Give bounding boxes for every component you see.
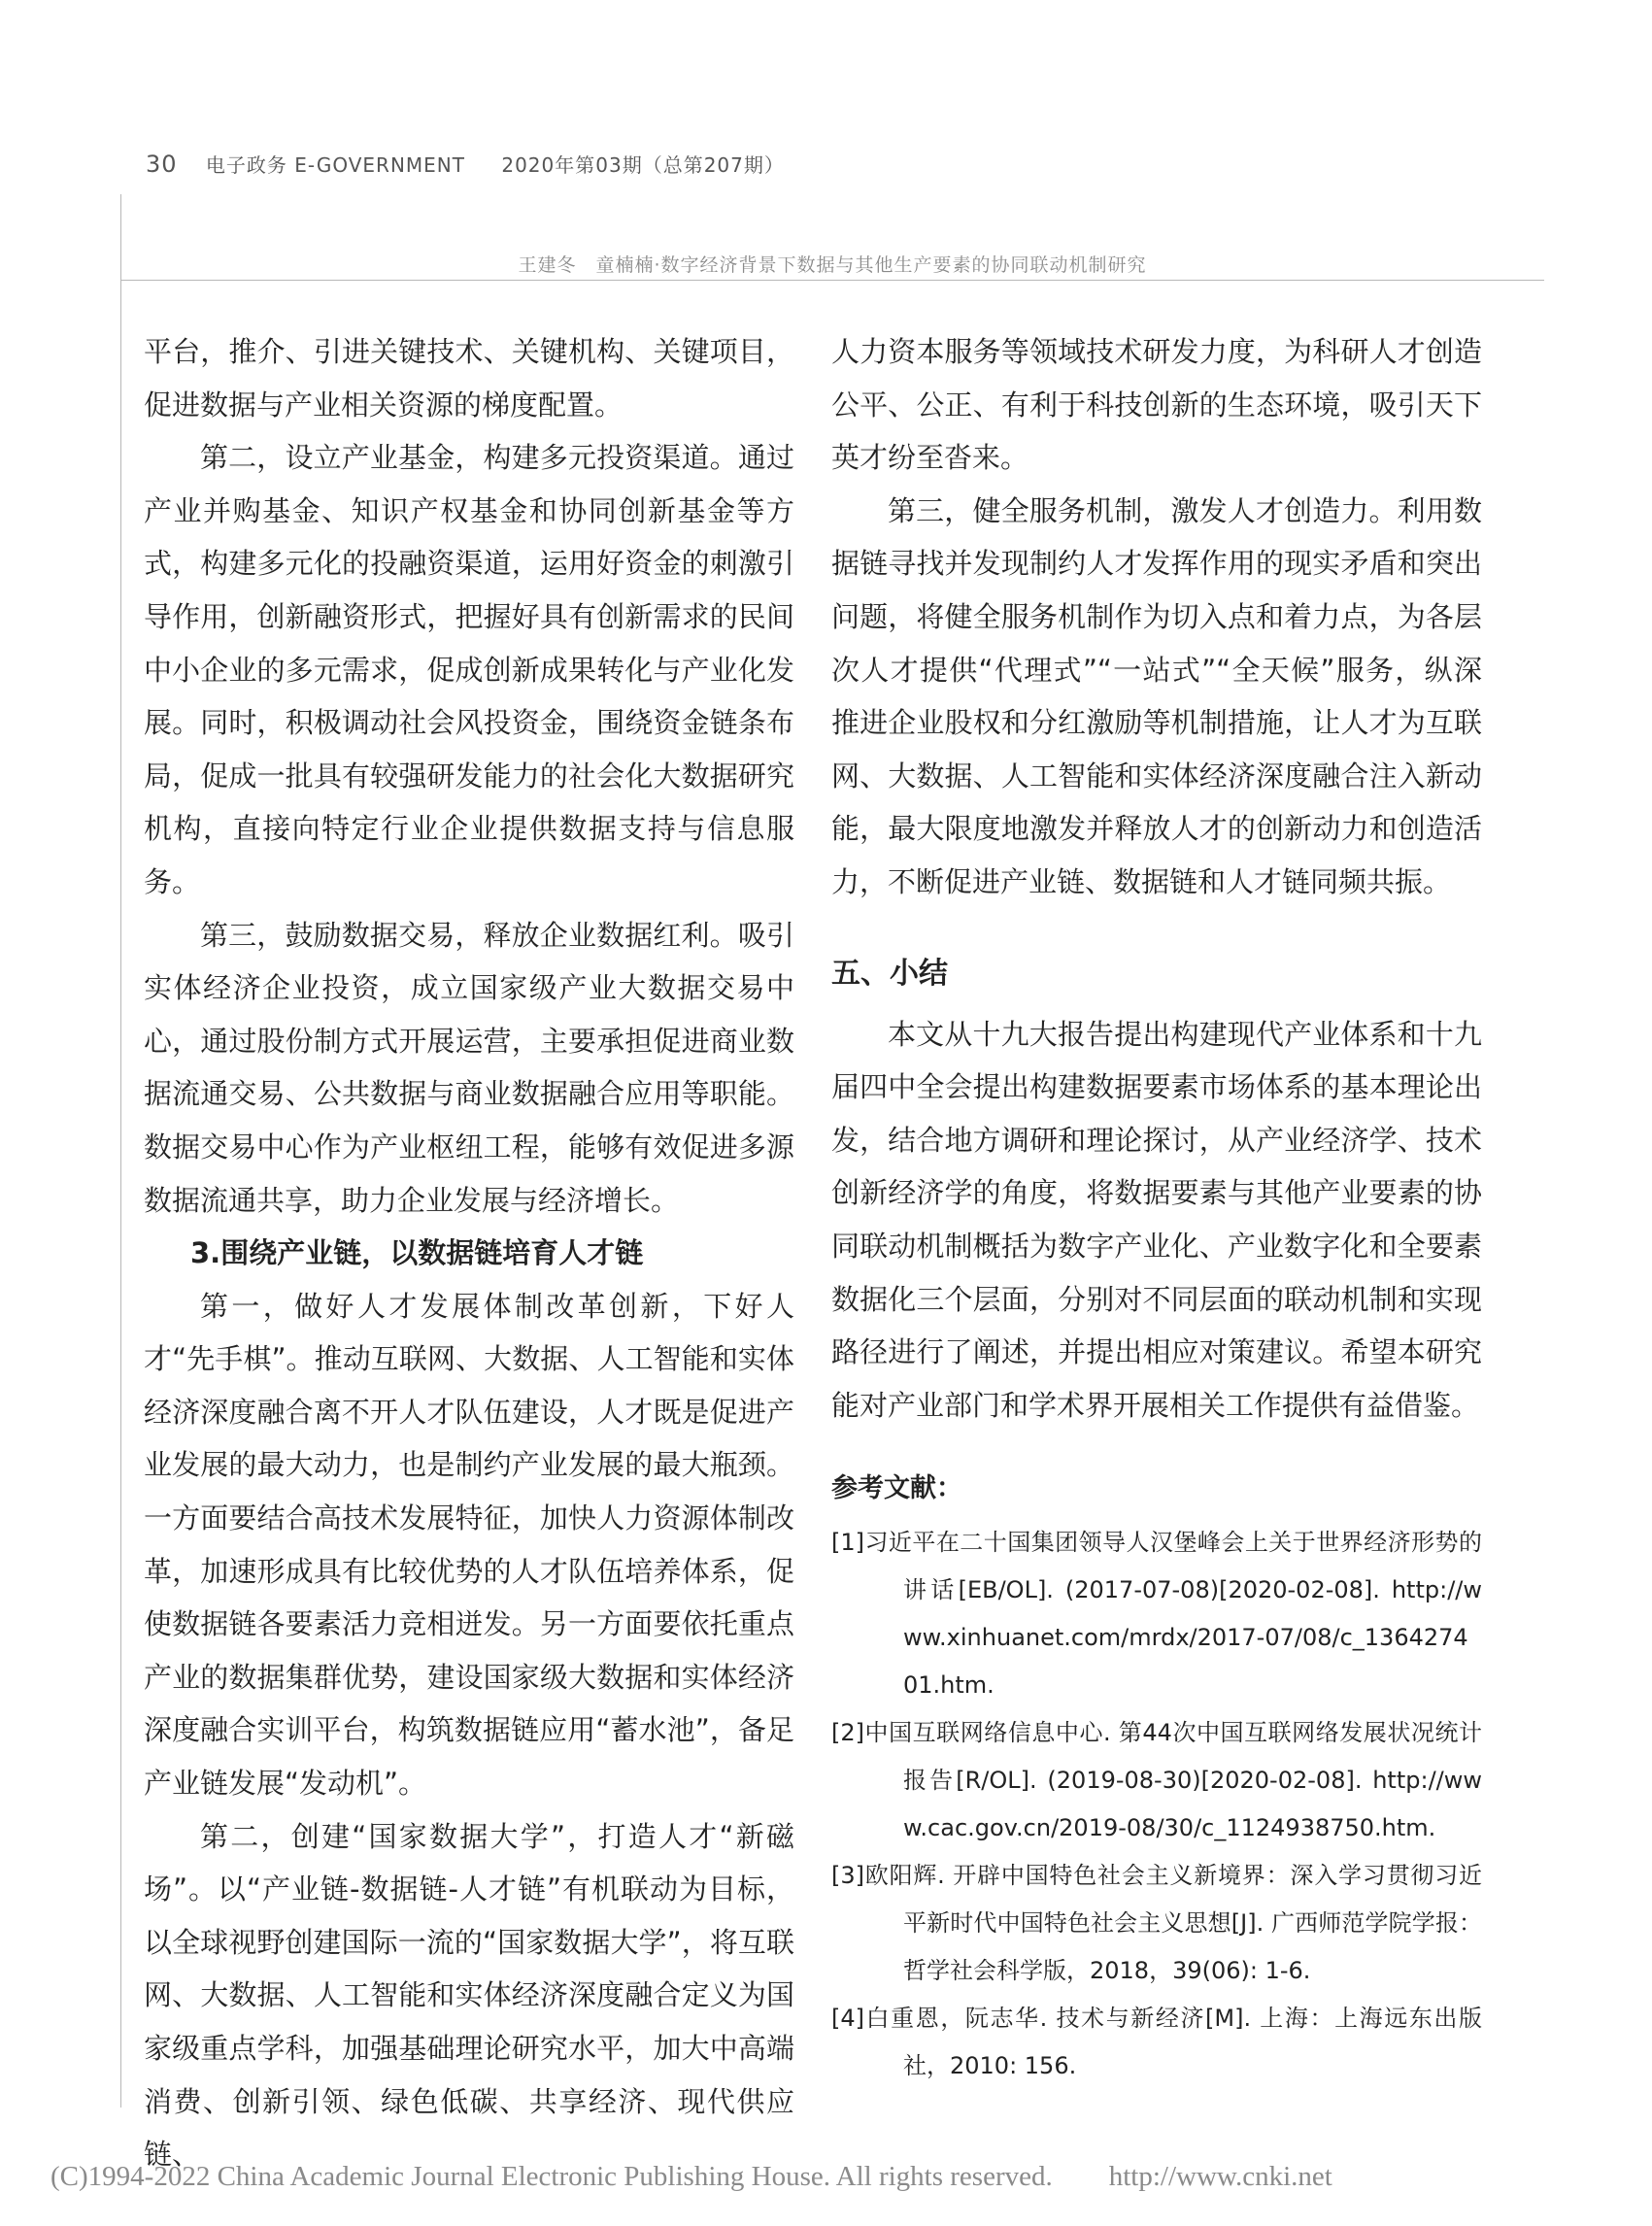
- paragraph: 第三，鼓励数据交易，释放企业数据红利。吸引实体经济企业投资，成立国家级产业大数据交易中心，通过股份制方式开展运营，主要承担促进商业数据流通交易、公共数据与商业数据融合应用等职能。数据交易中心作为产业枢纽工程，能够有效促进多源数据流通共享，助力企业发展与经济增长。: [144, 918, 794, 1217]
- copyright-footer: (C)1994-2022 China Academic Journal Electronic Publishing House. All rights reserved. http://www.cnki.net: [51, 2161, 1332, 2192]
- paragraph: 平台，推介、引进关键技术、关键机构、关键项目，促进数据与产业相关资源的梯度配置。: [144, 335, 794, 422]
- reference-item: [4]白重恩，阮志华. 技术与新经济[M]. 上海：上海远东出版社，2010: 156.: [831, 2005, 1482, 2080]
- subsection-heading: 3.围绕产业链，以数据链培育人才链: [190, 1236, 644, 1270]
- reference-list: [831, 1519, 1482, 2090]
- reference-item: [2]中国互联网络信息中心. 第44次中国互联网络发展状况统计报告[R/OL]. (2019-08-30)[2020-02-08]. http://www.cac.gov.cn/2019-08/30/c_1124938750.htm.: [831, 1719, 1482, 1842]
- margin-rule-vertical: [120, 194, 121, 2108]
- reference-item: [1]习近平在二十国集团领导人汉堡峰会上关于世界经济形势的讲话[EB/OL]. (2017-07-08)[2020-02-08]. http://www.xinhuanet.com/mrdx/2017-07/08/c_136427401.htm.: [831, 1529, 1482, 1700]
- section-heading: 五、小结: [831, 956, 948, 991]
- references-heading: 参考文献：: [831, 1473, 962, 1504]
- paragraph: 第二，设立产业基金，构建多元投资渠道。通过产业并购基金、知识产权基金和协同创新基金等方式，构建多元化的投融资渠道，运用好资金的刺激引导作用，创新融资形式，把握好具有创新需求的民间中小企业的多元需求，促成创新成果转化与产业化发展。同时，积极调动社会风投资金，围绕资金链条布局，促成一批具有较强研发能力的社会化大数据研究机构，直接向特定行业企业提供数据支持与信息服务。: [144, 441, 794, 898]
- page-number: 30: [146, 151, 178, 178]
- paragraph: 第三，健全服务机制，激发人才创造力。利用数据链寻找并发现制约人才发挥作用的现实矛盾和突出问题，将健全服务机制作为切入点和着力点，为各层次人才提供“代理式”“一站式”“全天候”服务，纵深推进企业股权和分红激励等机制措施，让人才为互联网、大数据、人工智能和实体经济深度融合注入新动能，最大限度地激发并释放人才的创新动力和创造活力，不断促进产业链、数据链和人才链同频共振。: [831, 493, 1482, 898]
- paragraph: 本文从十九大报告提出构建现代产业体系和十九届四中全会提出构建数据要素市场体系的基本理论出发，结合地方调研和理论探讨，从产业经济学、技术创新经济学的角度，将数据要素与其他产业要素的协同联动机制概括为数字产业化、产业数字化和全要素数据化三个层面，分别对不同层面的联动机制和实现路径进行了阐述，并提出相应对策建议。希望本研究能对产业部门和学术界开展相关工作提供有益借鉴。: [831, 1017, 1482, 1422]
- reference-item: [3]欧阳辉. 开辟中国特色社会主义新境界：深入学习贯彻习近平新时代中国特色社会主义思想[J]. 广西师范学院学报：哲学社会科学版，2018，39(06): 1-6.: [831, 1862, 1482, 1985]
- journal-name: 电子政务 E-GOVERNMENT: [205, 153, 465, 177]
- running-title: 王建冬 童楠楠·数字经济背景下数据与其他生产要素的协同联动机制研究: [518, 254, 1147, 276]
- paragraph: 第一，做好人才发展体制改革创新，下好人才“先手棋”。推动互联网、大数据、人工智能和实体经济深度融合离不开人才队伍建设，人才既是促进产业发展的最大动力，也是制约产业发展的最大瓶颈。一方面要结合高技术发展特征，加快人力资源体制改革，加速形成具有比较优势的人才队伍培养体系，促使数据链各要素活力竞相迸发。另一方面要依托重点产业的数据集群优势，建设国家级大数据和实体经济深度融合实训平台，构筑数据链应用“蓄水池”，备足产业链发展“发动机”。: [144, 1289, 794, 1801]
- left-column: [144, 325, 794, 2181]
- page-header: [146, 150, 785, 185]
- header-rule-horizontal: [120, 280, 1544, 281]
- paragraph: 人力资本服务等领域技术研发力度，为科研人才创造公平、公正、有利于科技创新的生态环境，吸引天下英才纷至沓来。: [831, 335, 1482, 475]
- right-column: [831, 325, 1482, 2090]
- paragraph: 第二，创建“国家数据大学”，打造人才“新磁场”。以“产业链-数据链-人才链”有机联动为目标，以全球视野创建国际一流的“国家数据大学”，将互联网、大数据、人工智能和实体经济深度融合定义为国家级重点学科，加强基础理论研究水平，加大中高端消费、创新引领、绿色低碳、共享经济、现代供应链、: [144, 1819, 794, 2172]
- issue-info: 2020年第03期（总第207期）: [501, 153, 785, 177]
